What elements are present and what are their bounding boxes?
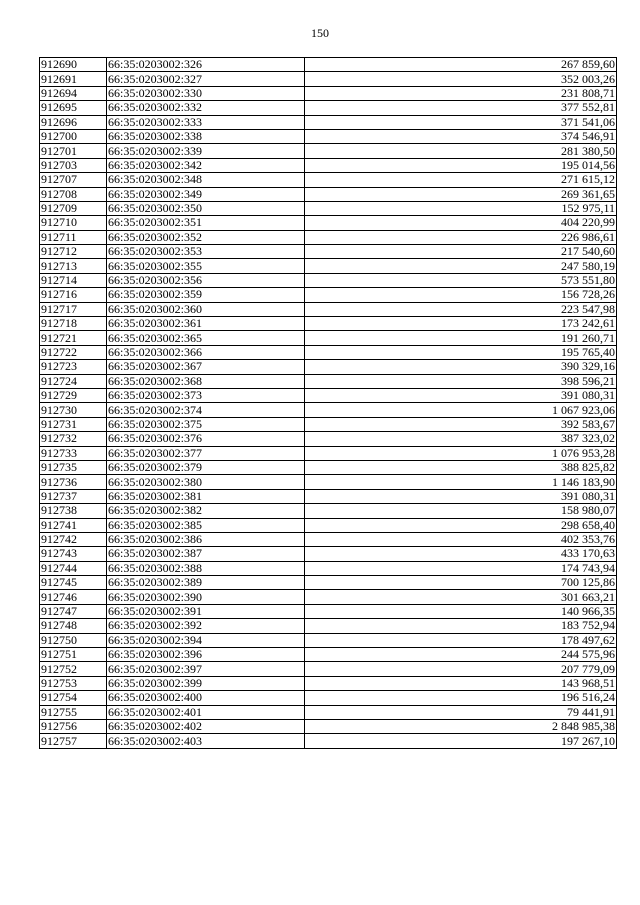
table-row bbox=[40, 129, 617, 143]
cadastral-value-cell: 226 986,61 bbox=[305, 230, 617, 244]
cadastral-number-cell: 66:35:0203002:353 bbox=[107, 245, 305, 259]
cadastral-number-cell: 66:35:0203002:359 bbox=[107, 288, 305, 302]
table-row bbox=[40, 734, 617, 748]
record-id-cell: 912711 bbox=[40, 230, 107, 244]
record-id-cell: 912747 bbox=[40, 604, 107, 618]
cadastral-value-cell: 404 220,99 bbox=[305, 216, 617, 230]
record-id-cell: 912716 bbox=[40, 288, 107, 302]
table-row bbox=[40, 662, 617, 676]
cadastral-value-cell: 374 546,91 bbox=[305, 129, 617, 143]
cadastral-number-cell: 66:35:0203002:361 bbox=[107, 317, 305, 331]
record-id-cell: 912694 bbox=[40, 86, 107, 100]
table-row bbox=[40, 173, 617, 187]
cadastral-value-cell: 269 361,65 bbox=[305, 187, 617, 201]
cadastral-number-cell: 66:35:0203002:397 bbox=[107, 662, 305, 676]
cadastral-value-cell: 174 743,94 bbox=[305, 561, 617, 575]
record-id-cell: 912718 bbox=[40, 317, 107, 331]
record-id-cell: 912735 bbox=[40, 460, 107, 474]
cadastral-value-cell: 377 552,81 bbox=[305, 101, 617, 115]
record-id-cell: 912736 bbox=[40, 475, 107, 489]
cadastral-value-cell: 152 975,11 bbox=[305, 201, 617, 215]
cadastral-number-cell: 66:35:0203002:402 bbox=[107, 719, 305, 733]
record-id-cell: 912756 bbox=[40, 719, 107, 733]
table-row bbox=[40, 518, 617, 532]
table-row bbox=[40, 388, 617, 402]
record-id-cell: 912738 bbox=[40, 504, 107, 518]
record-id-cell: 912708 bbox=[40, 187, 107, 201]
table-row bbox=[40, 648, 617, 662]
record-id-cell: 912745 bbox=[40, 576, 107, 590]
cadastral-value-cell: 433 170,63 bbox=[305, 547, 617, 561]
record-id-cell: 912742 bbox=[40, 532, 107, 546]
cadastral-value-cell: 391 080,31 bbox=[305, 388, 617, 402]
cadastral-value-cell: 281 380,50 bbox=[305, 144, 617, 158]
cadastral-value-cell: 158 980,07 bbox=[305, 504, 617, 518]
cadastral-value-cell: 2 848 985,38 bbox=[305, 719, 617, 733]
record-id-cell: 912753 bbox=[40, 676, 107, 690]
cadastral-value-cell: 196 516,24 bbox=[305, 691, 617, 705]
record-id-cell: 912696 bbox=[40, 115, 107, 129]
record-id-cell: 912714 bbox=[40, 273, 107, 287]
table-row bbox=[40, 158, 617, 172]
cadastral-number-cell: 66:35:0203002:330 bbox=[107, 86, 305, 100]
record-id-cell: 912712 bbox=[40, 245, 107, 259]
cadastral-value-cell: 1 076 953,28 bbox=[305, 446, 617, 460]
table-row bbox=[40, 633, 617, 647]
cadastral-number-cell: 66:35:0203002:374 bbox=[107, 403, 305, 417]
cadastral-value-cell: 398 596,21 bbox=[305, 374, 617, 388]
cadastral-value-cell: 390 329,16 bbox=[305, 360, 617, 374]
record-id-cell: 912757 bbox=[40, 734, 107, 748]
cadastral-value-cell: 231 808,71 bbox=[305, 86, 617, 100]
cadastral-number-cell: 66:35:0203002:333 bbox=[107, 115, 305, 129]
record-id-cell: 912710 bbox=[40, 216, 107, 230]
record-id-cell: 912723 bbox=[40, 360, 107, 374]
record-id-cell: 912729 bbox=[40, 388, 107, 402]
table-row bbox=[40, 403, 617, 417]
table-row bbox=[40, 691, 617, 705]
record-id-cell: 912690 bbox=[40, 58, 107, 72]
record-id-cell: 912748 bbox=[40, 619, 107, 633]
table-row bbox=[40, 245, 617, 259]
cadastral-value-cell: 387 323,02 bbox=[305, 432, 617, 446]
record-id-cell: 912743 bbox=[40, 547, 107, 561]
table-row bbox=[40, 86, 617, 100]
cadastral-number-cell: 66:35:0203002:380 bbox=[107, 475, 305, 489]
table-row bbox=[40, 115, 617, 129]
cadastral-value-cell: 140 966,35 bbox=[305, 604, 617, 618]
cadastral-number-cell: 66:35:0203002:394 bbox=[107, 633, 305, 647]
table-row bbox=[40, 417, 617, 431]
cadastral-value-cell: 195 765,40 bbox=[305, 345, 617, 359]
cadastral-value-cell: 402 353,76 bbox=[305, 532, 617, 546]
cadastral-number-cell: 66:35:0203002:387 bbox=[107, 547, 305, 561]
cadastral-number-cell: 66:35:0203002:327 bbox=[107, 72, 305, 86]
table-row bbox=[40, 216, 617, 230]
cadastral-number-cell: 66:35:0203002:356 bbox=[107, 273, 305, 287]
cadastral-value-table bbox=[39, 57, 617, 749]
cadastral-number-cell: 66:35:0203002:326 bbox=[107, 58, 305, 72]
table-row bbox=[40, 273, 617, 287]
table-row bbox=[40, 475, 617, 489]
cadastral-number-cell: 66:35:0203002:390 bbox=[107, 590, 305, 604]
table-row bbox=[40, 302, 617, 316]
cadastral-number-cell: 66:35:0203002:392 bbox=[107, 619, 305, 633]
cadastral-value-cell: 700 125,86 bbox=[305, 576, 617, 590]
record-id-cell: 912751 bbox=[40, 648, 107, 662]
record-id-cell: 912746 bbox=[40, 590, 107, 604]
cadastral-value-cell: 173 242,61 bbox=[305, 317, 617, 331]
table-row bbox=[40, 187, 617, 201]
record-id-cell: 912722 bbox=[40, 345, 107, 359]
cadastral-number-cell: 66:35:0203002:355 bbox=[107, 259, 305, 273]
record-id-cell: 912691 bbox=[40, 72, 107, 86]
record-id-cell: 912717 bbox=[40, 302, 107, 316]
cadastral-number-cell: 66:35:0203002:350 bbox=[107, 201, 305, 215]
cadastral-value-cell: 191 260,71 bbox=[305, 331, 617, 345]
cadastral-number-cell: 66:35:0203002:377 bbox=[107, 446, 305, 460]
cadastral-number-cell: 66:35:0203002:368 bbox=[107, 374, 305, 388]
record-id-cell: 912732 bbox=[40, 432, 107, 446]
record-id-cell: 912721 bbox=[40, 331, 107, 345]
cadastral-number-cell: 66:35:0203002:351 bbox=[107, 216, 305, 230]
cadastral-number-cell: 66:35:0203002:391 bbox=[107, 604, 305, 618]
record-id-cell: 912730 bbox=[40, 403, 107, 417]
cadastral-number-cell: 66:35:0203002:396 bbox=[107, 648, 305, 662]
cadastral-number-cell: 66:35:0203002:388 bbox=[107, 561, 305, 575]
table-row bbox=[40, 374, 617, 388]
page-number: 150 bbox=[311, 26, 329, 40]
cadastral-number-cell: 66:35:0203002:385 bbox=[107, 518, 305, 532]
record-id-cell: 912755 bbox=[40, 705, 107, 719]
record-id-cell: 912752 bbox=[40, 662, 107, 676]
cadastral-value-cell: 271 615,12 bbox=[305, 173, 617, 187]
record-id-cell: 912737 bbox=[40, 489, 107, 503]
cadastral-number-cell: 66:35:0203002:332 bbox=[107, 101, 305, 115]
record-id-cell: 912707 bbox=[40, 173, 107, 187]
cadastral-value-cell: 388 825,82 bbox=[305, 460, 617, 474]
cadastral-value-cell: 352 003,26 bbox=[305, 72, 617, 86]
table-row bbox=[40, 504, 617, 518]
cadastral-value-cell: 267 859,60 bbox=[305, 58, 617, 72]
record-id-cell: 912750 bbox=[40, 633, 107, 647]
cadastral-value-cell: 223 547,98 bbox=[305, 302, 617, 316]
cadastral-value-cell: 298 658,40 bbox=[305, 518, 617, 532]
cadastral-value-cell: 178 497,62 bbox=[305, 633, 617, 647]
cadastral-number-cell: 66:35:0203002:373 bbox=[107, 388, 305, 402]
cadastral-number-cell: 66:35:0203002:342 bbox=[107, 158, 305, 172]
record-id-cell: 912733 bbox=[40, 446, 107, 460]
table-row bbox=[40, 619, 617, 633]
table-row bbox=[40, 590, 617, 604]
cadastral-number-cell: 66:35:0203002:381 bbox=[107, 489, 305, 503]
cadastral-number-cell: 66:35:0203002:367 bbox=[107, 360, 305, 374]
cadastral-value-cell: 371 541,06 bbox=[305, 115, 617, 129]
table-row bbox=[40, 432, 617, 446]
table-row bbox=[40, 144, 617, 158]
cadastral-number-cell: 66:35:0203002:376 bbox=[107, 432, 305, 446]
cadastral-value-cell: 197 267,10 bbox=[305, 734, 617, 748]
table-row bbox=[40, 360, 617, 374]
cadastral-number-cell: 66:35:0203002:389 bbox=[107, 576, 305, 590]
record-id-cell: 912744 bbox=[40, 561, 107, 575]
cadastral-value-cell: 1 146 183,90 bbox=[305, 475, 617, 489]
table-row bbox=[40, 489, 617, 503]
table-row bbox=[40, 58, 617, 72]
record-id-cell: 912741 bbox=[40, 518, 107, 532]
cadastral-value-cell: 195 014,56 bbox=[305, 158, 617, 172]
table-row bbox=[40, 101, 617, 115]
table-row bbox=[40, 532, 617, 546]
table-row bbox=[40, 72, 617, 86]
record-id-cell: 912709 bbox=[40, 201, 107, 215]
record-id-cell: 912754 bbox=[40, 691, 107, 705]
table-row bbox=[40, 288, 617, 302]
record-id-cell: 912701 bbox=[40, 144, 107, 158]
record-id-cell: 912731 bbox=[40, 417, 107, 431]
cadastral-value-cell: 301 663,21 bbox=[305, 590, 617, 604]
record-id-cell: 912703 bbox=[40, 158, 107, 172]
table-row bbox=[40, 446, 617, 460]
cadastral-value-cell: 156 728,26 bbox=[305, 288, 617, 302]
table-body bbox=[40, 58, 617, 749]
cadastral-value-cell: 143 968,51 bbox=[305, 676, 617, 690]
cadastral-value-cell: 391 080,31 bbox=[305, 489, 617, 503]
cadastral-number-cell: 66:35:0203002:339 bbox=[107, 144, 305, 158]
cadastral-value-cell: 247 580,19 bbox=[305, 259, 617, 273]
cadastral-value-cell: 1 067 923,06 bbox=[305, 403, 617, 417]
cadastral-value-cell: 217 540,60 bbox=[305, 245, 617, 259]
cadastral-value-cell: 207 779,09 bbox=[305, 662, 617, 676]
table-row bbox=[40, 604, 617, 618]
table-row bbox=[40, 561, 617, 575]
cadastral-number-cell: 66:35:0203002:382 bbox=[107, 504, 305, 518]
cadastral-value-cell: 183 752,94 bbox=[305, 619, 617, 633]
cadastral-value-cell: 392 583,67 bbox=[305, 417, 617, 431]
cadastral-number-cell: 66:35:0203002:365 bbox=[107, 331, 305, 345]
table-row bbox=[40, 547, 617, 561]
table-row bbox=[40, 719, 617, 733]
record-id-cell: 912713 bbox=[40, 259, 107, 273]
cadastral-number-cell: 66:35:0203002:338 bbox=[107, 129, 305, 143]
cadastral-number-cell: 66:35:0203002:401 bbox=[107, 705, 305, 719]
table-row bbox=[40, 259, 617, 273]
cadastral-number-cell: 66:35:0203002:399 bbox=[107, 676, 305, 690]
cadastral-number-cell: 66:35:0203002:386 bbox=[107, 532, 305, 546]
cadastral-number-cell: 66:35:0203002:348 bbox=[107, 173, 305, 187]
cadastral-number-cell: 66:35:0203002:403 bbox=[107, 734, 305, 748]
cadastral-value-cell: 244 575,96 bbox=[305, 648, 617, 662]
cadastral-number-cell: 66:35:0203002:352 bbox=[107, 230, 305, 244]
cadastral-number-cell: 66:35:0203002:366 bbox=[107, 345, 305, 359]
table-row bbox=[40, 317, 617, 331]
table-row bbox=[40, 460, 617, 474]
table-row bbox=[40, 576, 617, 590]
table-row bbox=[40, 705, 617, 719]
table-row bbox=[40, 331, 617, 345]
cadastral-number-cell: 66:35:0203002:400 bbox=[107, 691, 305, 705]
table-row bbox=[40, 676, 617, 690]
record-id-cell: 912700 bbox=[40, 129, 107, 143]
record-id-cell: 912695 bbox=[40, 101, 107, 115]
table-row bbox=[40, 345, 617, 359]
cadastral-value-cell: 79 441,91 bbox=[305, 705, 617, 719]
record-id-cell: 912724 bbox=[40, 374, 107, 388]
cadastral-number-cell: 66:35:0203002:379 bbox=[107, 460, 305, 474]
cadastral-number-cell: 66:35:0203002:375 bbox=[107, 417, 305, 431]
table-row bbox=[40, 230, 617, 244]
cadastral-number-cell: 66:35:0203002:360 bbox=[107, 302, 305, 316]
table-row bbox=[40, 201, 617, 215]
cadastral-value-cell: 573 551,80 bbox=[305, 273, 617, 287]
cadastral-number-cell: 66:35:0203002:349 bbox=[107, 187, 305, 201]
